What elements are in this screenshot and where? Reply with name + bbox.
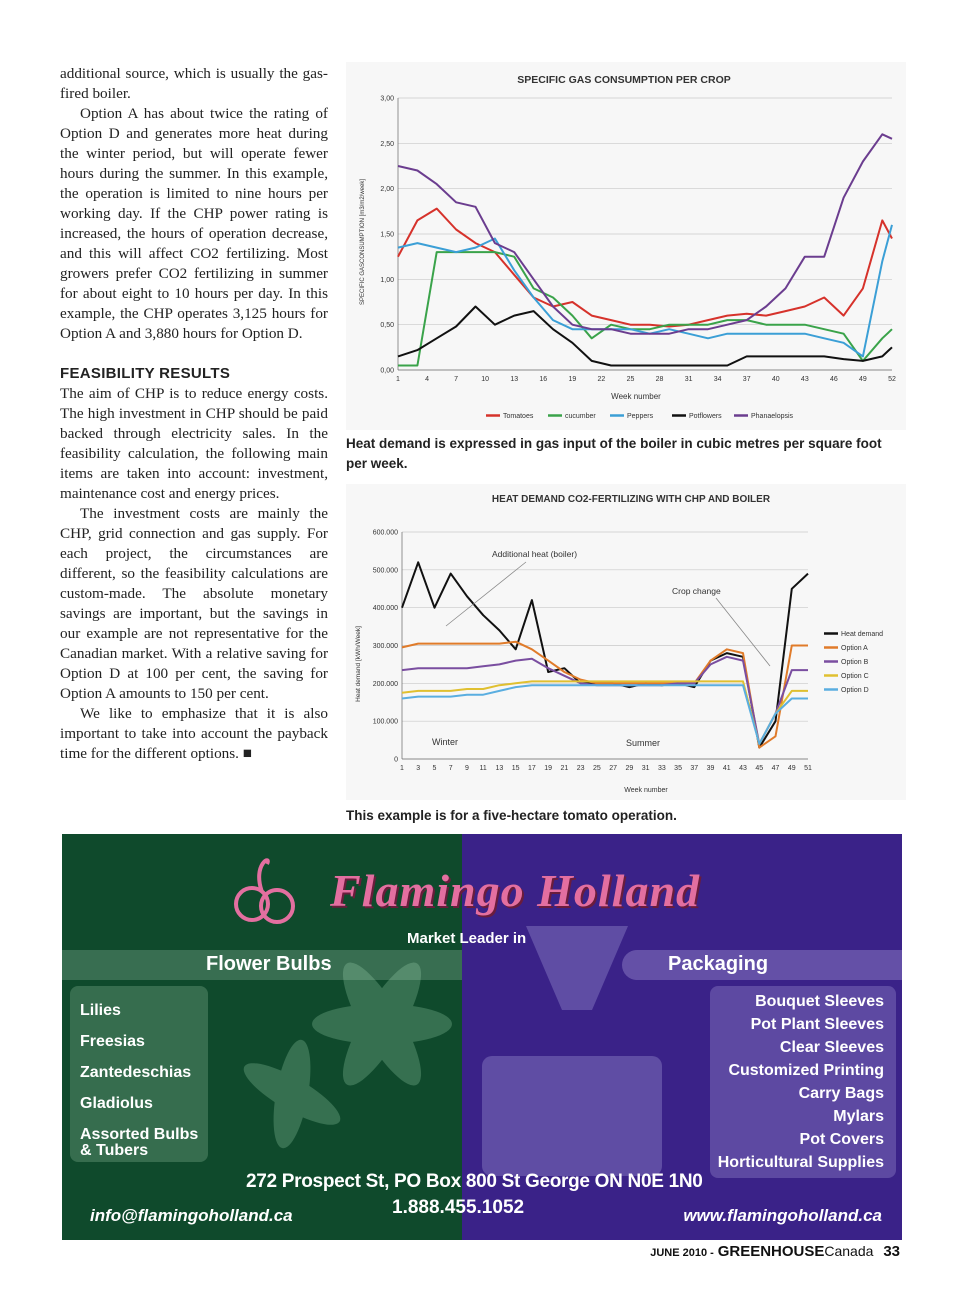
y-tick-label: 3,00 xyxy=(380,95,394,103)
list-item: Pot Covers xyxy=(799,1131,884,1148)
x-tick-label: 10 xyxy=(481,376,490,383)
list-item: Bouquet Sleeves xyxy=(755,993,884,1010)
x-tick-label: 34 xyxy=(713,376,722,383)
x-tick-label: 31 xyxy=(684,376,693,383)
x-tick-label: 35 xyxy=(674,765,682,772)
x-tick-label: 21 xyxy=(560,765,569,772)
chart-title: SPECIFIC GAS CONSUMPTION PER CROP xyxy=(517,74,731,86)
x-tick-label: 7 xyxy=(448,765,453,772)
footer-magazine: Canada xyxy=(824,1243,874,1259)
legend-label: Heat demand xyxy=(841,631,884,638)
page-number: 33 xyxy=(883,1243,900,1260)
list-item: Freesias xyxy=(80,1033,145,1050)
x-tick-label: 17 xyxy=(528,765,536,772)
x-tick-label: 33 xyxy=(657,765,666,772)
x-tick-label: 1 xyxy=(396,376,400,383)
article-paragraph: The aim of CHP is to reduce energy costs. The high investment in CHP should be paid backed through electricity sales. In the feasibility calculation, the following main items are taken into account: investment, maintenance cost and energy prices. xyxy=(60,385,328,502)
x-tick-label: 1 xyxy=(400,765,404,772)
page-footer xyxy=(650,1243,900,1260)
ad-email-link[interactable]: info@flamingoholland.ca xyxy=(90,1206,293,1225)
x-tick-label: 45 xyxy=(755,765,764,772)
list-item: Mylars xyxy=(833,1108,884,1125)
x-tick-label: 51 xyxy=(804,765,812,772)
x-tick-label: 39 xyxy=(706,765,715,772)
heat-demand-chart xyxy=(346,484,906,800)
x-tick-label: 9 xyxy=(465,765,469,772)
y-tick-label: 200.000 xyxy=(372,680,398,688)
article-paragraph: additional source, which is usually the gas-fired boiler. xyxy=(60,65,328,102)
x-tick-label: 15 xyxy=(511,765,520,772)
x-tick-label: 7 xyxy=(454,376,459,383)
x-tick-label: 49 xyxy=(859,376,867,383)
list-item: Pot Plant Sleeves xyxy=(750,1016,884,1033)
flamingo-logo-icon xyxy=(236,860,293,922)
legend-label: Option A xyxy=(841,645,868,652)
list-item: Zantedeschias xyxy=(80,1064,192,1081)
y-axis-label: SPECIFIC GASCONSUMPTION [m3/m2/week] xyxy=(360,178,366,306)
annotation-summer: Summer xyxy=(626,738,661,748)
x-tick-label: 43 xyxy=(800,376,809,383)
y-axis-label: Heat demand [kWh/Week] xyxy=(355,626,362,702)
list-item: & Tubers xyxy=(80,1142,149,1159)
packaging-list-box xyxy=(710,986,896,1178)
annotation-crop-change: Crop change xyxy=(672,586,721,596)
x-tick-label: 43 xyxy=(739,765,747,772)
annotation-additional-heat: Additional heat (boiler) xyxy=(492,549,578,559)
x-tick-label: 31 xyxy=(641,765,650,772)
chart-background xyxy=(346,484,906,800)
packaging-title: Packaging xyxy=(668,953,769,975)
chart2-caption: This example is for a five-hectare tomato operation. xyxy=(346,808,677,823)
ad-phone[interactable]: 1.888.455.1052 xyxy=(392,1197,525,1218)
y-tick-label: 2,00 xyxy=(380,186,394,194)
x-tick-label: 5 xyxy=(432,765,437,772)
legend-label: cucumber xyxy=(565,413,596,420)
x-tick-label: 3 xyxy=(416,765,421,772)
chart1-caption: Heat demand is expressed in gas input of the boiler in cubic metres per square foot per week. xyxy=(346,436,882,471)
x-tick-label: 23 xyxy=(576,765,585,772)
flamingo-holland-ad xyxy=(62,834,902,1240)
x-tick-label: 25 xyxy=(592,765,601,772)
y-tick-label: 0 xyxy=(394,756,398,764)
x-tick-label: 25 xyxy=(626,376,635,383)
y-tick-label: 0,00 xyxy=(380,367,394,375)
y-tick-label: 500.000 xyxy=(372,567,398,575)
x-tick-label: 28 xyxy=(655,376,664,383)
x-tick-label: 49 xyxy=(787,765,796,772)
y-tick-label: 2,50 xyxy=(380,140,394,148)
chart-title: HEAT DEMAND CO2-FERTILIZING WITH CHP AND BOILER xyxy=(491,494,771,505)
x-tick-label: 16 xyxy=(539,376,548,383)
x-tick-label: 22 xyxy=(597,376,606,383)
x-tick-label: 52 xyxy=(888,376,896,383)
x-tick-label: 4 xyxy=(425,376,430,383)
article-column xyxy=(60,64,328,764)
y-tick-label: 300.000 xyxy=(372,643,398,650)
x-axis-label: Week number xyxy=(611,392,661,401)
list-item: Carry Bags xyxy=(798,1085,884,1102)
x-tick-label: 11 xyxy=(479,765,487,772)
list-item: Lilies xyxy=(80,1002,121,1019)
brand-name: Flamingo Holland xyxy=(330,865,701,916)
x-tick-label: 40 xyxy=(771,376,780,383)
y-tick-label: 0,50 xyxy=(380,322,394,330)
legend-label: Tomatoes xyxy=(503,413,534,420)
x-tick-label: 46 xyxy=(829,376,838,383)
article-paragraph: We like to emphasize that it is also important to take into account the payback time for the different options. ■ xyxy=(60,705,328,762)
x-axis-label: Week number xyxy=(624,787,668,794)
x-tick-label: 13 xyxy=(495,765,504,772)
legend-label: Option B xyxy=(841,659,869,666)
y-tick-label: 100.000 xyxy=(372,718,398,726)
ad-tagline: Market Leader in xyxy=(407,930,527,947)
y-tick-label: 1,50 xyxy=(380,231,394,239)
article-paragraph: Option A has about twice the rating of Option D and generates more heat during the winter period, but will operate fewer hours during the summer. In this example, the operation is limited to nine hours per working day. If the CHP power rating is increased, the hours of operation decrease, and this will affect CO2 fertilizing. Most growers prefer CO2 fertilizing in summer for about eight to 10 hours per day. In this example, the CHP operates 3,125 hours for Option A and 3,880 hours for Option D. xyxy=(60,105,328,342)
legend-label: Potflowers xyxy=(689,413,722,420)
article-paragraph: The investment costs are mainly the CHP, grid connection and gas supply. For each project, the circumstances are different, so the feasibility calculations are custom-made. The absolute monetary savings are important, but the savings in our example are not representative for the Canadian market. With a relative saving for Option D at 100 per cent, the saving for Option A amounts to 150 per cent. xyxy=(60,505,328,702)
x-tick-label: 37 xyxy=(690,765,699,772)
annotation-winter: Winter xyxy=(432,737,459,747)
list-item: Gladiolus xyxy=(80,1095,153,1112)
legend-label: Phanaelopsis xyxy=(751,413,794,420)
gas-consumption-chart xyxy=(346,62,906,430)
list-item: Assorted Bulbs xyxy=(80,1126,199,1143)
footer-magazine-bold: GREENHOUSE xyxy=(717,1243,825,1260)
y-tick-label: 1,00 xyxy=(380,276,394,284)
lily-flower-icon xyxy=(236,953,452,1151)
x-tick-label: 19 xyxy=(568,376,577,383)
footer-issue: JUNE 2010 - xyxy=(650,1247,714,1259)
x-tick-label: 29 xyxy=(625,765,634,772)
section-heading: FEASIBILITY RESULTS xyxy=(60,365,231,382)
x-tick-label: 47 xyxy=(771,765,780,772)
y-tick-label: 600.000 xyxy=(372,529,398,537)
x-tick-label: 37 xyxy=(742,376,751,383)
ad-address: 272 Prospect St, PO Box 800 St George ON N0E 1N0 xyxy=(246,1171,703,1192)
x-tick-label: 13 xyxy=(510,376,519,383)
ad-website-link[interactable]: www.flamingoholland.ca xyxy=(683,1206,882,1225)
legend-label: Option D xyxy=(841,687,869,694)
legend-label: Peppers xyxy=(627,413,654,420)
y-tick-label: 400.000 xyxy=(372,605,398,613)
flower-bulbs-title: Flower Bulbs xyxy=(206,953,332,975)
list-item: Clear Sleeves xyxy=(779,1039,884,1056)
legend-label: Option C xyxy=(841,673,869,680)
list-item: Customized Printing xyxy=(728,1062,884,1079)
x-tick-label: 19 xyxy=(544,765,553,772)
x-tick-label: 41 xyxy=(722,765,731,772)
x-tick-label: 27 xyxy=(609,765,618,772)
list-item: Horticultural Supplies xyxy=(717,1154,884,1171)
